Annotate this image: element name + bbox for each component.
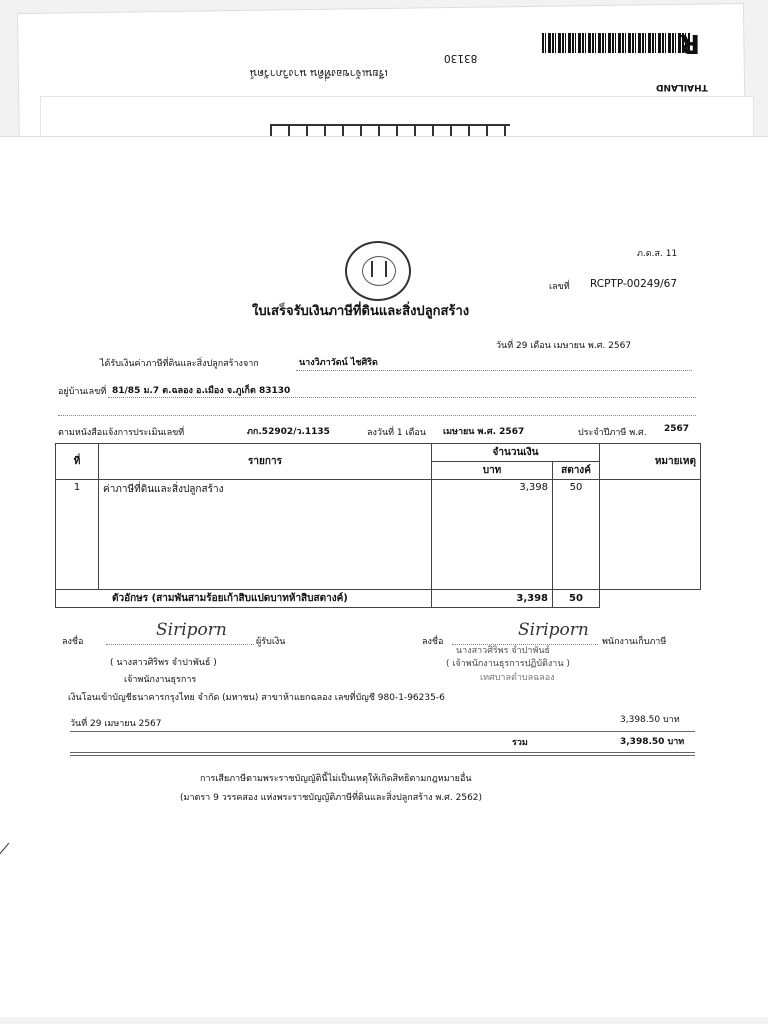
received-from-line: [296, 370, 692, 371]
address-line-2: [58, 415, 696, 416]
notice-date-value: เมษายน พ.ศ. 2567: [443, 427, 525, 437]
notice-label: ตามหนังสือแจ้งการประเมินเลขที่: [58, 428, 185, 438]
notice-no: ภก.52902/ว.1135: [247, 427, 330, 437]
col-header-note: หมายเหตุ: [600, 444, 701, 480]
right-org: เทศบาลตำบลฉลอง: [480, 673, 555, 683]
address-line: [108, 397, 696, 398]
row-item: ค่าภาษีที่ดินและสิ่งปลูกสร้าง: [99, 480, 432, 590]
col-header-no: ที่: [56, 444, 99, 480]
form-code: ภ.ด.ส. 11: [637, 249, 678, 259]
right-sign-label: ลงชื่อ: [422, 637, 444, 647]
received-from-label: ได้รับเงินค่าภาษีที่ดินและสิ่งปลูกสร้างจาก: [100, 359, 259, 369]
col-header-baht: บาท: [432, 462, 553, 480]
right-role: พนักงานเก็บภาษี: [602, 637, 667, 647]
total-label: รวม: [512, 738, 528, 748]
row-no: 1: [56, 480, 99, 590]
col-header-satang: สตางค์: [553, 462, 600, 480]
left-signature: Siriporn: [156, 620, 227, 640]
total-rule: [70, 752, 695, 753]
footer-line-1: การเสียภาษีตามพระราชบัญญัตินี้ไม่เป็นเหตุให้เกิดสิทธิตามกฎหมายอื่น: [200, 774, 472, 784]
payment-amount: 3,398.50 บาท: [620, 715, 680, 725]
registered-barcode: [542, 33, 690, 53]
envelope-postcode: 83130: [444, 52, 478, 64]
total-row: [56, 590, 701, 608]
amount-in-words: ตัวอักษร (สามพันสามร้อยเก้าสิบแปดบาทห้าสิบสตางค์): [56, 590, 432, 608]
transfer-line: เงินโอนเข้าบัญชีธนาคารกรุงไทย จำกัด (มหาชน) สาขาห้าแยกฉลอง เลขที่บัญชี 980-1-96235-6: [68, 693, 445, 703]
municipal-seal: [345, 241, 411, 301]
address-label: อยู่บ้านเลขที่: [58, 387, 107, 397]
right-title: ( เจ้าพนักงานธุรการปฏิบัติงาน ): [446, 659, 570, 669]
total-amount: 3,398.50 บาท: [620, 737, 685, 747]
right-name: นางสาวศิริพร จำปาพันธ์: [456, 646, 551, 656]
row-note: [600, 480, 701, 590]
left-sign-label: ลงชื่อ: [62, 637, 84, 647]
received-from-name: นางวิภาวัดน์ ไชศิริด: [299, 358, 378, 368]
receipt-no-label: เลขที่: [549, 282, 570, 292]
col-header-item: รายการ: [99, 444, 432, 480]
row-baht: 3,398: [432, 480, 553, 590]
receipt-title: ใบเสร็จรับเงินภาษีที่ดินและสิ่งปลูกสร้าง: [252, 304, 470, 319]
receipt-date: วันที่ 29 เดือน เมษายน พ.ศ. 2567: [496, 341, 632, 351]
col-header-amount: จำนวนเงิน: [432, 444, 600, 462]
receipt-table: [55, 443, 701, 608]
footer-line-2: (มาตรา 9 วรรคสอง แห่งพระราชบัญญัติภาษีที่ดินและสิ่งปลูกสร้าง พ.ศ. 2562): [180, 793, 483, 803]
payment-rule: [70, 731, 695, 732]
notice-date-label: ลงวันที่ 1 เดือน: [367, 428, 426, 438]
total-baht: 3,398: [432, 590, 553, 608]
left-sign-line: [106, 644, 254, 645]
tax-year-label: ประจำปีภาษี พ.ศ.: [578, 428, 647, 438]
table-row: [56, 480, 701, 590]
left-title: เจ้าพนักงานธุรการ: [124, 675, 197, 685]
seal-emblem-icon: [371, 261, 387, 277]
address-value: 81/85 ม.7 ต.ฉลอง อ.เมือง จ.ภูเก็ต 83130: [112, 386, 291, 396]
total-satang: 50: [553, 590, 600, 608]
receipt-no: RCPTP-00249/67: [590, 278, 678, 290]
payment-date: วันที่ 29 เมษายน 2567: [70, 719, 162, 729]
right-signature: Siriporn: [518, 620, 589, 640]
total-rule-double: [70, 755, 695, 756]
registered-mark: R: [680, 28, 701, 58]
left-role: ผู้รับเงิน: [256, 637, 286, 647]
tax-year: 2567: [664, 424, 690, 434]
left-name: ( นางสาวศิริพร จำปาพันธ์ ): [110, 658, 217, 668]
row-satang: 50: [553, 480, 600, 590]
envelope-sender: เรียนเจ้าของที่ดิน นางวิภาวัดน์: [250, 67, 388, 79]
envelope-country: THAILAND: [656, 82, 708, 92]
